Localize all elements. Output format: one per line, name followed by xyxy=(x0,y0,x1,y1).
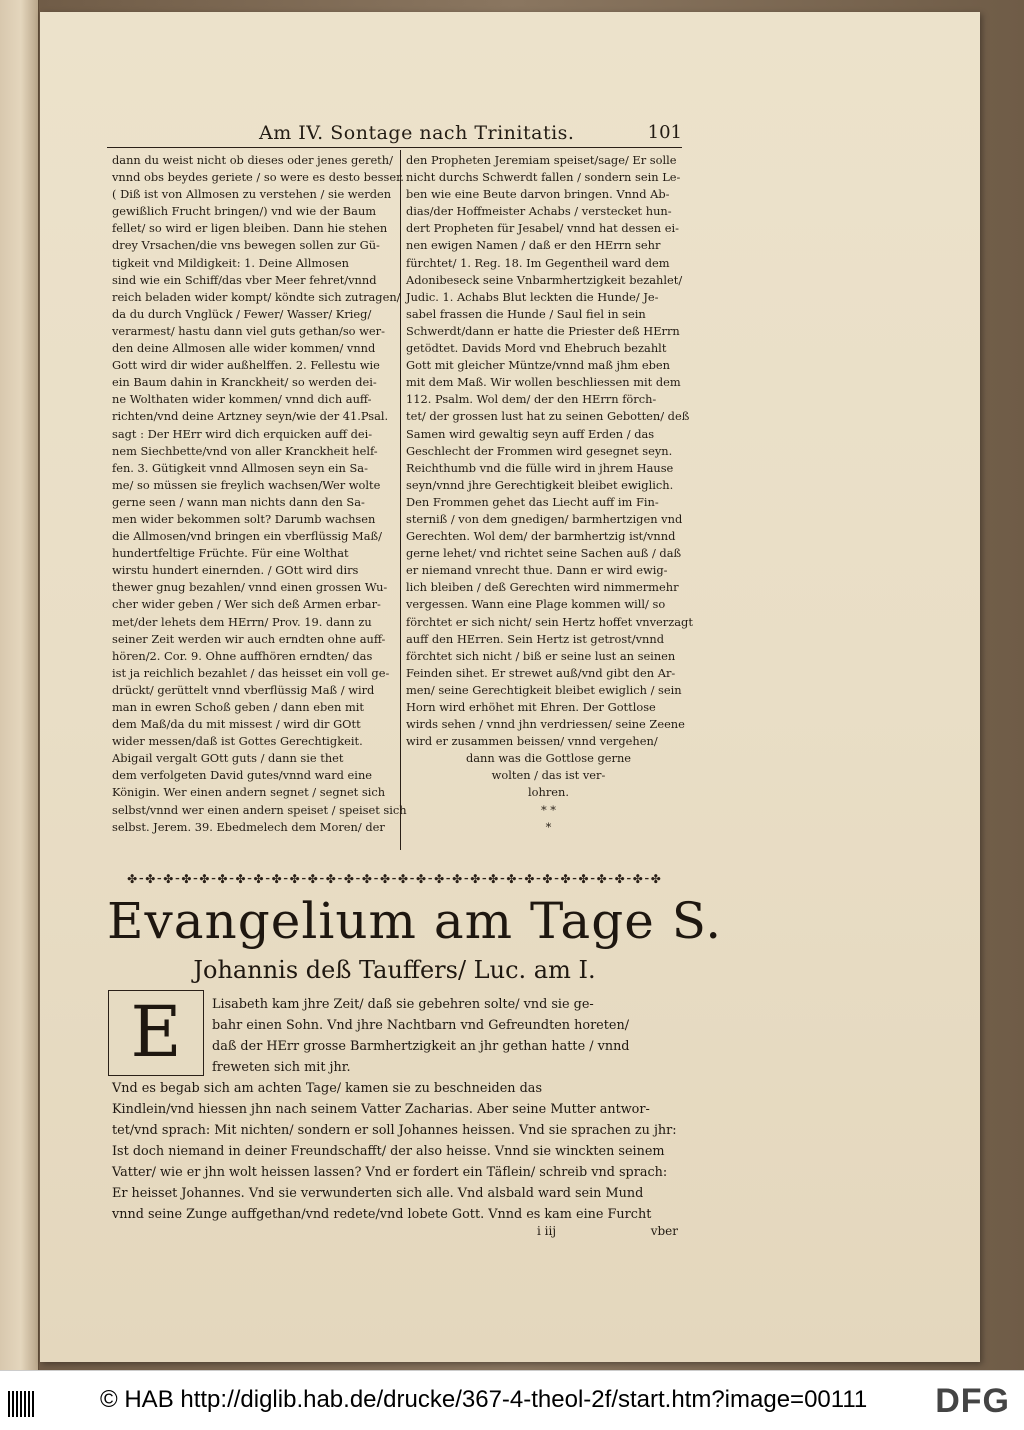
text-line: dem verfolgeten David gutes/vnnd ward eine xyxy=(112,768,373,783)
text-line: mit dem Maß. Wir wollen beschliessen mit dem xyxy=(406,375,681,390)
right-text-column xyxy=(406,152,691,836)
signature-mark: i iij xyxy=(537,1224,557,1238)
text-line: met/der lehets dem HErrn/ Prov. 19. dann zu xyxy=(112,614,372,629)
text-line: verarmest/ hastu dann viel guts gethan/so wer- xyxy=(112,323,385,338)
page-number: 101 xyxy=(647,122,682,143)
viewer-footer xyxy=(0,1370,1024,1430)
text-line: wolten / das ist ver- xyxy=(491,768,606,783)
text-line: Adonibeseck seine Vnbarmhertzigkeit bezahlet/ xyxy=(406,272,683,287)
text-line: wirstu hundert einernden. / GOtt wird dirs xyxy=(112,563,359,578)
text-line: Geschlecht der Frommen wird gesegnet seyn. xyxy=(406,443,673,458)
text-line: 112. Psalm. Wol dem/ der den HErrn förch- xyxy=(406,392,657,407)
gospel-subtitle: Johannis deß Tauffers/ Luc. am I. xyxy=(193,956,596,984)
text-line: wird er zusammen beissen/ vnnd vergehen/ xyxy=(406,734,658,749)
text-line: ( Diß ist von Allmosen zu verstehen / sie werden xyxy=(112,187,392,202)
gospel-text-body xyxy=(112,1078,682,1225)
text-line: vnnd obs beydes geriete / so were es desto besser. xyxy=(112,170,404,185)
dfg-logo: DFG xyxy=(935,1382,1010,1420)
gospel-text-indented xyxy=(212,994,682,1078)
text-line: wider messen/daß ist Gottes Gerechtigkeit. xyxy=(112,734,363,749)
text-line: Gerechten. Wol dem/ der barmhertzig ist/vnnd xyxy=(406,529,676,544)
text-line: Judic. 1. Achabs Blut leckten die Hunde/ Je- xyxy=(406,289,659,304)
running-head-title: Am IV. Sontage nach Trinitatis. xyxy=(259,122,575,144)
text-line: dem Maß/da du mit missest / wird dir GOtt xyxy=(112,717,361,732)
page-footer-catchwords xyxy=(107,1224,682,1242)
text-line: sabel frassen die Hunde / Saul fiel in sein xyxy=(406,306,646,321)
text-line: seyn/vnnd jhre Gerechtigkeit bleibet ewiglich. xyxy=(406,477,674,492)
text-line: fen. 3. Gütigkeit vnnd Allmosen seyn ein Sa- xyxy=(112,460,368,475)
text-line: dann was die Gottlose gerne xyxy=(465,751,632,766)
text-line: lich bleiben / deß Gerechten wird nimmermehr xyxy=(406,580,679,595)
text-line: die Allmosen/vnd bringen ein vberflüssig Maß/ xyxy=(112,529,382,544)
text-line: Ist doch niemand in deiner Freundschafft/ der also heisse. Vnnd sie winckten seinem xyxy=(112,1144,665,1159)
text-line: sind wie ein Schiff/das vber Meer fehret/vnnd xyxy=(112,272,377,287)
text-line: * xyxy=(545,819,552,834)
text-line: Gott mit gleicher Müntze/vnnd maß jhm eben xyxy=(406,358,670,373)
text-line: Vnd es begab sich am achten Tage/ kamen sie zu beschneiden das xyxy=(112,1081,543,1096)
text-line: er niemand vnrecht thue. Dann er wird ewig- xyxy=(406,563,668,578)
text-line: nicht durchs Schwerdt fallen / sondern sein Le- xyxy=(406,170,681,185)
header-rule xyxy=(107,147,682,148)
text-line: bahr einen Sohn. Vnd jhre Nachtbarn vnd Gefreundten horeten/ xyxy=(212,1018,630,1033)
text-line: ne Wolthaten wider kommen/ vnnd dich auff- xyxy=(112,392,372,407)
text-line: selbst/vnnd wer einen andern speiset / speiset sich xyxy=(112,802,407,817)
text-line: förchtet sich nicht / biß er seine lust an seinen xyxy=(406,648,676,663)
text-line: den Propheten Jeremiam speiset/sage/ Er solle xyxy=(406,153,677,167)
text-line: getödtet. Davids Mord vnd Ehebruch bezahlt xyxy=(406,341,667,356)
text-line: dann du weist nicht ob dieses oder jenes gereth/ xyxy=(112,153,393,167)
text-line: ein Baum dahin in Kranckheit/ so werden dei- xyxy=(112,375,377,390)
text-line: Feinden sihet. Er strewet auß/vnd gibt den Ar- xyxy=(406,665,676,680)
gospel-title: Evangelium am Tage S. xyxy=(107,892,723,950)
text-line: dias/der Hoffmeister Achabs / verstecket hun- xyxy=(406,204,672,219)
text-line: gerne lehet/ vnd richtet seine Sachen auß / daß xyxy=(406,546,682,561)
facing-page-edge xyxy=(0,0,39,1370)
text-line: drückt/ gerüttelt vnnd vberflüssig Maß / wird xyxy=(112,682,375,697)
text-line: Kindlein/vnd hiessen jhn nach seinem Vatter Zacharias. Aber seine Mutter antwor- xyxy=(112,1102,650,1117)
text-line: gewißlich Frucht bringen/) vnd wie der Baum xyxy=(112,204,377,219)
text-line: me/ so müssen sie freylich wachsen/Wer wolte xyxy=(112,477,381,492)
text-line: hundertfeltige Früchte. Für eine Wolthat xyxy=(112,546,349,561)
column-divider xyxy=(400,150,401,850)
text-line: förchtet er sich nicht/ sein Hertz hoffet vnverzagt xyxy=(406,614,693,629)
text-line: den deine Allmosen alle wider kommen/ vnnd xyxy=(112,341,376,356)
decorated-initial: E xyxy=(108,990,204,1076)
text-line: freweten sich mit jhr. xyxy=(212,1060,351,1075)
text-line: seiner Zeit werden wir auch erndten ohne auff- xyxy=(112,631,386,646)
text-line: dert Propheten für Jesabel/ vnnd hat dessen ei- xyxy=(406,221,679,236)
text-line: gerne seen / wann man nichts dann den Sa- xyxy=(112,494,365,509)
text-line: Schwerdt/dann er hatte die Priester deß HErrn xyxy=(406,323,680,338)
text-line: * * xyxy=(540,802,556,817)
text-line: Vatter/ wie er jhn wolt heissen lassen? Vnd er fordert ein Täflein/ schreib vnd sprach: xyxy=(112,1165,668,1180)
text-line: Er heisset Johannes. Vnd sie verwunderten sich alle. Vnd alsbald ward sein Mund xyxy=(112,1186,644,1201)
text-line: ben wie eine Beute darvon bringen. Vnnd Ab- xyxy=(406,187,670,202)
text-line: nem Siechbette/vnd von aller Kranckheit helf- xyxy=(112,443,378,458)
text-line: drey Vrsachen/die vns bewegen sollen zur Gü- xyxy=(112,238,380,253)
text-line: men wider bekommen solt? Darumb wachsen xyxy=(112,511,376,526)
text-line: ist ja reichlich bezahlet / das heisset ein voll ge- xyxy=(112,665,390,680)
text-line: auff den HErren. Sein Hertz ist getrost/vnnd xyxy=(406,631,665,646)
text-line: tigkeit vnd Mildigkeit: 1. Deine Allmosen xyxy=(112,255,349,270)
text-line: Den Frommen gehet das Liecht auff im Fin- xyxy=(406,494,659,509)
text-line: tet/vnd sprach: Mit nichten/ sondern er soll Johannes heissen. Vnd sie sprachen zu jhr: xyxy=(112,1123,677,1138)
text-line: tet/ der grossen lust hat zu seinen Gebotten/ deß xyxy=(406,409,690,424)
source-credit[interactable]: © HAB http://diglib.hab.de/drucke/367-4-theol-2f/start.htm?image=00111 xyxy=(100,1386,868,1413)
text-line: selbst. Jerem. 39. Ebedmelech dem Moren/ der xyxy=(112,819,385,834)
text-line: sterniß / von dem gnedigen/ barmhertzigen vnd xyxy=(406,511,683,526)
text-line: daß der HErr grosse Barmhertzigkeit an jhr gethan hatte / vnnd xyxy=(212,1039,630,1054)
text-line: cher wider geben / Wer sich deß Armen erbar- xyxy=(112,597,381,612)
text-line: fellet/ so wird er ligen bleiben. Dann hie stehen xyxy=(112,221,388,236)
text-line: fürchtet/ 1. Reg. 18. Im Gegentheil ward dem xyxy=(406,255,670,270)
catchword: vber xyxy=(650,1224,678,1238)
text-line: thewer gnug bezahlen/ vnnd einen grossen Wu- xyxy=(112,580,388,595)
barcode-icon xyxy=(8,1391,36,1417)
running-head xyxy=(107,122,682,148)
text-line: Horn wird erhöhet mit Ehren. Der Gottlose xyxy=(406,700,656,714)
text-line: hören/2. Cor. 9. Ohne auffhören erndten/ das xyxy=(112,648,373,663)
text-line: sagt : Der HErr wird dich erquicken auff dei- xyxy=(112,426,373,441)
text-line: reich beladen wider kompt/ köndte sich zutragen/ xyxy=(112,289,401,304)
ornamental-border: ✤⁃✤⁃✤⁃✤⁃✤⁃✤⁃✤⁃✤⁃✤⁃✤⁃✤⁃✤⁃✤⁃✤⁃✤⁃✤⁃✤⁃✤⁃✤⁃✤⁃✤⁃✤⁃✤⁃✤⁃✤⁃✤⁃✤⁃✤⁃✤⁃✤ xyxy=(127,872,662,886)
text-line: Gott wird dir wider außhelffen. 2. Fellestu wie xyxy=(112,358,380,373)
text-line: richten/vnd deine Artzney seyn/wie der 41.Psal. xyxy=(112,409,389,424)
text-line: vergessen. Wann eine Plage kommen will/ so xyxy=(406,597,666,612)
text-line: wirds sehen / vnnd jhn verdriessen/ seine Zeene xyxy=(406,717,685,732)
left-text-column xyxy=(112,152,407,836)
text-line: Königin. Wer einen andern segnet / segnet sich xyxy=(112,785,386,800)
text-line: man in ewren Schoß geben / dann eben mit xyxy=(112,700,364,714)
text-line: Lisabeth kam jhre Zeit/ daß sie gebehren solte/ vnd sie ge- xyxy=(212,997,594,1012)
text-line: Reichthumb vnd die fülle wird in jhrem Hause xyxy=(406,460,674,475)
text-line: vnnd seine Zunge auffgethan/vnd redete/vnd lobete Gott. Vnnd es kam eine Furcht xyxy=(112,1207,652,1222)
text-line: Abigail vergalt GOtt guts / dann sie thet xyxy=(112,751,344,766)
text-line: nen ewigen Namen / daß er den HErrn sehr xyxy=(406,238,661,253)
text-line: Samen wird gewaltig seyn auff Erden / das xyxy=(406,426,655,441)
text-line: lohren. xyxy=(528,785,569,800)
text-line: men/ seine Gerechtigkeit bleibet ewiglich / sein xyxy=(406,682,682,697)
text-line: da du durch Vnglück / Fewer/ Wasser/ Krieg/ xyxy=(112,306,372,321)
